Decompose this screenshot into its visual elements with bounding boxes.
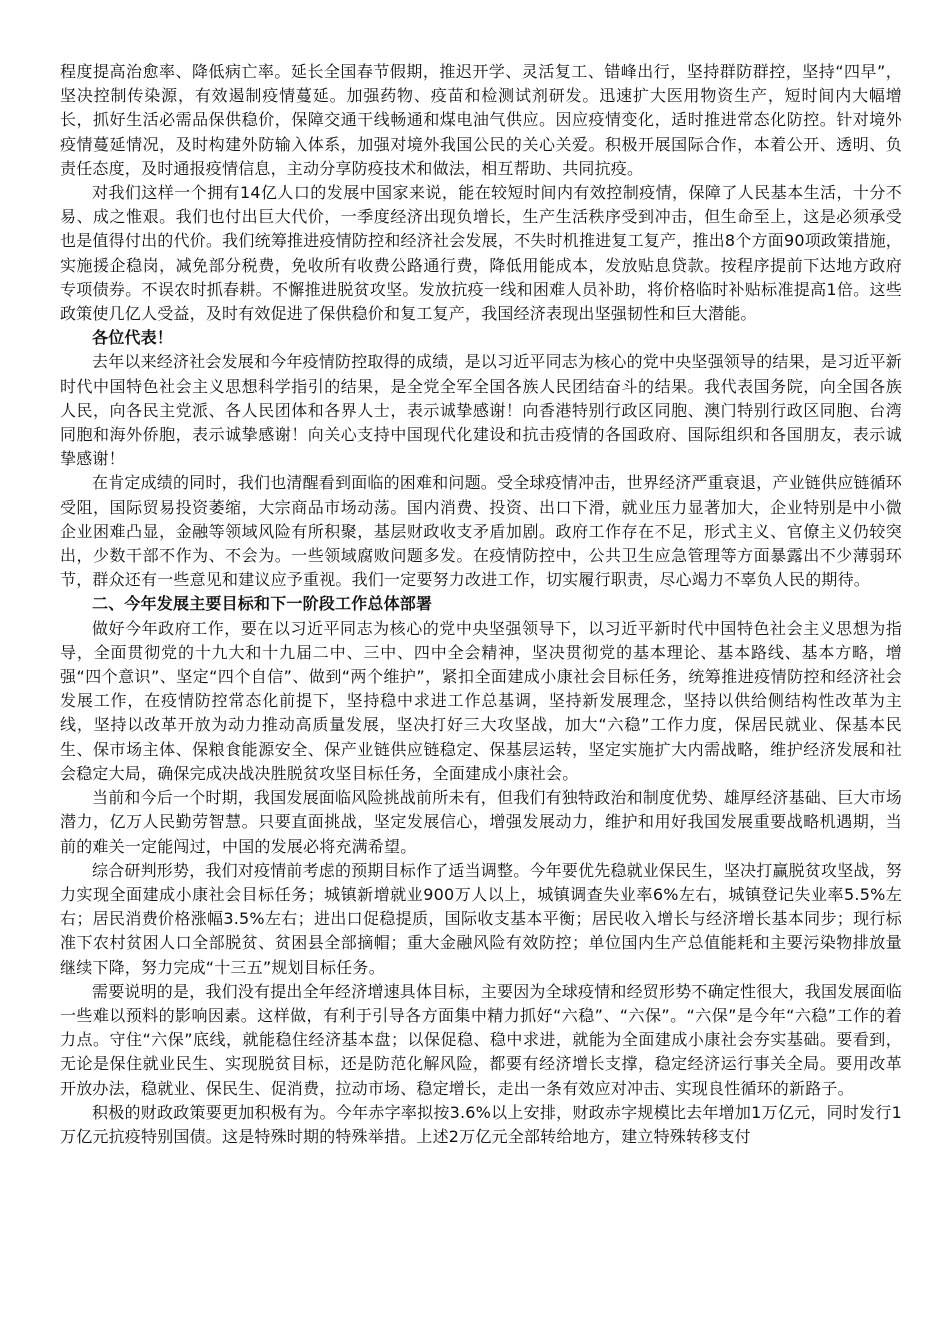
paragraph-fiscal-policy: 积极的财政政策要更加积极有为。今年赤字率拟按3.6%以上安排，财政赤字规模比去年增加1万亿元，同时发行1万亿元抗疫特别国债。这是特殊时期的特殊举措。上述2万亿元全部转给地方，建立特殊转移支付 xyxy=(60,1102,902,1146)
paragraph-difficulties: 在肯定成绩的同时，我们也清醒看到面临的困难和问题。受全球疫情冲击，世界经济严重衰退，产业链供应链循环受阻，国际贸易投资萎缩，大宗商品市场动荡。国内消费、投资、出口下滑，就业压力显著加大，企业特别是中小微企业困难凸显，金融等领域风险有所积聚，基层财政收支矛盾加剧。政府工作存在不足，形式主义、官僚主义仍较突出，少数干部不作为、不会为。一些领域腐败问题多发。在疫情防控中，公共卫生应急管理等方面暴露出不少薄弱环节，群众还有一些意见和建议应予重视。我们一定要努力改进工作，切实履行职责，尽心竭力不辜负人民的期待。 xyxy=(60,473,902,590)
paragraph-government-work: 做好今年政府工作，要在以习近平同志为核心的党中央坚强领导下，以习近平新时代中国特色社会主义思想为指导，全面贯彻党的十九大和十九届二中、三中、四中全会精神，坚决贯彻党的基本理论、基本路线、基本方略，增强“四个意识”、坚定“四个自信”、做到“两个维护”，紧扣全面建成小康社会目标任务，统筹推进疫情防控和经济社会发展工作，在疫情防控常态化前提下，坚持稳中求进工作总基调，坚持新发展理念，坚持以供给侧结构性改革为主线，坚持以改革开放为动力推动高质量发展，坚决打好三大攻坚战，加大“六稳”工作力度，保居民就业、保基本民生、保市场主体、保粮食能源安全、保产业链供应链稳定、保基层运转，坚定实施扩大内需战略，维护经济发展和社会稳定大局，确保完成决战决胜脱贫攻坚目标任务，全面建成小康社会。 xyxy=(60,618,902,783)
paragraph-epidemic-measures: 程度提高治愈率、降低病亡率。延长全国春节假期，推迟开学、灵活复工、错峰出行，坚持群防群控，坚持“四早”，坚决控制传染源，有效遏制疫情蔓延。加强药物、疫苗和检测试剂研发。迅速扩大医用物资生产，短时间内大幅增长，抓好生活必需品保供稳价，保障交通干线畅通和煤电油气供应。因应疫情变化，适时推进常态化防控。针对境外疫情蔓延情况，及时构建外防输入体系，加强对境外我国公民的关心关爱。积极开展国际合作，本着公开、透明、负责任态度，及时通报疫情信息，主动分享防疫技术和做法，相互帮助、共同抗疫。 xyxy=(60,62,902,178)
paragraph-targets: 综合研判形势，我们对疫情前考虑的预期目标作了适当调整。今年要优先稳就业保民生，坚决打赢脱贫攻坚战，努力实现全面建成小康社会目标任务；城镇新增就业900万人以上，城镇调查失业率6%左右，城镇登记失业率5.5%左右；居民消费价格涨幅3.5%左右；进出口促稳提质，国际收支基本平衡；居民收入增长与经济增长基本同步；现行标准下农村贫困人口全部脱贫、贫困县全部摘帽；重大金融风险有效防控；单位国内生产总值能耗和主要污染物排放量继续下降，努力完成“十三五”规划目标任务。 xyxy=(60,860,902,977)
document-page xyxy=(60,60,902,1330)
section-heading-goals: 二、今年发展主要目标和下一阶段工作总体部署 xyxy=(92,594,433,614)
paragraph-achievements-thanks: 去年以来经济社会发展和今年疫情防控取得的成绩，是以习近平同志为核心的党中央坚强领导的结果，是习近平新时代中国特色社会主义思想科学指引的结果，是全党全军全国各族人民团结奋斗的结果。我代表国务院，向全国各族人民，向各民主党派、各人民团体和各界人士，表示诚挚感谢！向香港特别行政区同胞、澳门特别行政区同胞、台湾同胞和海外侨胞，表示诚挚感谢！向关心支持中国现代化建设和抗击疫情的各国政府、国际组织和各国朋友，表示诚挚感谢！ xyxy=(60,352,902,469)
paragraph-challenges-confidence: 当前和今后一个时期，我国发展面临风险挑战前所未有，但我们有独特政治和制度优势、雄厚经济基础、巨大市场潜力，亿万人民勤劳智慧。只要直面挑战，坚定发展信心，增强发展动力，维护和用好我国发展重要战略机遇期，当前的难关一定能闯过，中国的发展必将充满希望。 xyxy=(60,788,902,856)
salutation-heading: 各位代表！ xyxy=(92,328,174,348)
paragraph-growth-explanation: 需要说明的是，我们没有提出全年经济增速具体目标，主要因为全球疫情和经贸形势不确定性很大，我国发展面临一些难以预料的影响因素。这样做，有利于引导各方面集中精力抓好“六稳”、“六保”。“六保”是今年“六稳”工作的着力点。守住“六保”底线，就能稳住经济基本盘；以保促稳、稳中求进，就能为全面建成小康社会夯实基础。要看到，无论是保住就业民生、实现脱贫目标，还是防范化解风险，都要有经济增长支撑，稳定经济运行事关全局。要用改革开放办法，稳就业、保民生、促消费，拉动市场、稳定增长，走出一条有效应对冲击、实现良性循环的新路子。 xyxy=(60,981,902,1098)
paragraph-epidemic-control-cost: 对我们这样一个拥有14亿人口的发展中国家来说，能在较短时间内有效控制疫情，保障了人民基本生活，十分不易、成之惟艰。我们也付出巨大代价，一季度经济出现负增长，生产生活秩序受到冲击，但生命至上，这是必须承受也是值得付出的代价。我们统筹推进疫情防控和经济社会发展，不失时机推进复工复产，推出8个方面90项政策措施，实施援企稳岗，减免部分税费，免收所有收费公路通行费，降低用能成本，发放贴息贷款。按程序提前下达地方政府专项债券。不误农时抓春耕。不懈推进脱贫攻坚。发放抗疫一线和困难人员补助，将价格临时补贴标准提高1倍。这些政策使几亿人受益，及时有效促进了保供稳价和复工复产，我国经济表现出坚强韧性和巨大潜能。 xyxy=(60,183,902,324)
